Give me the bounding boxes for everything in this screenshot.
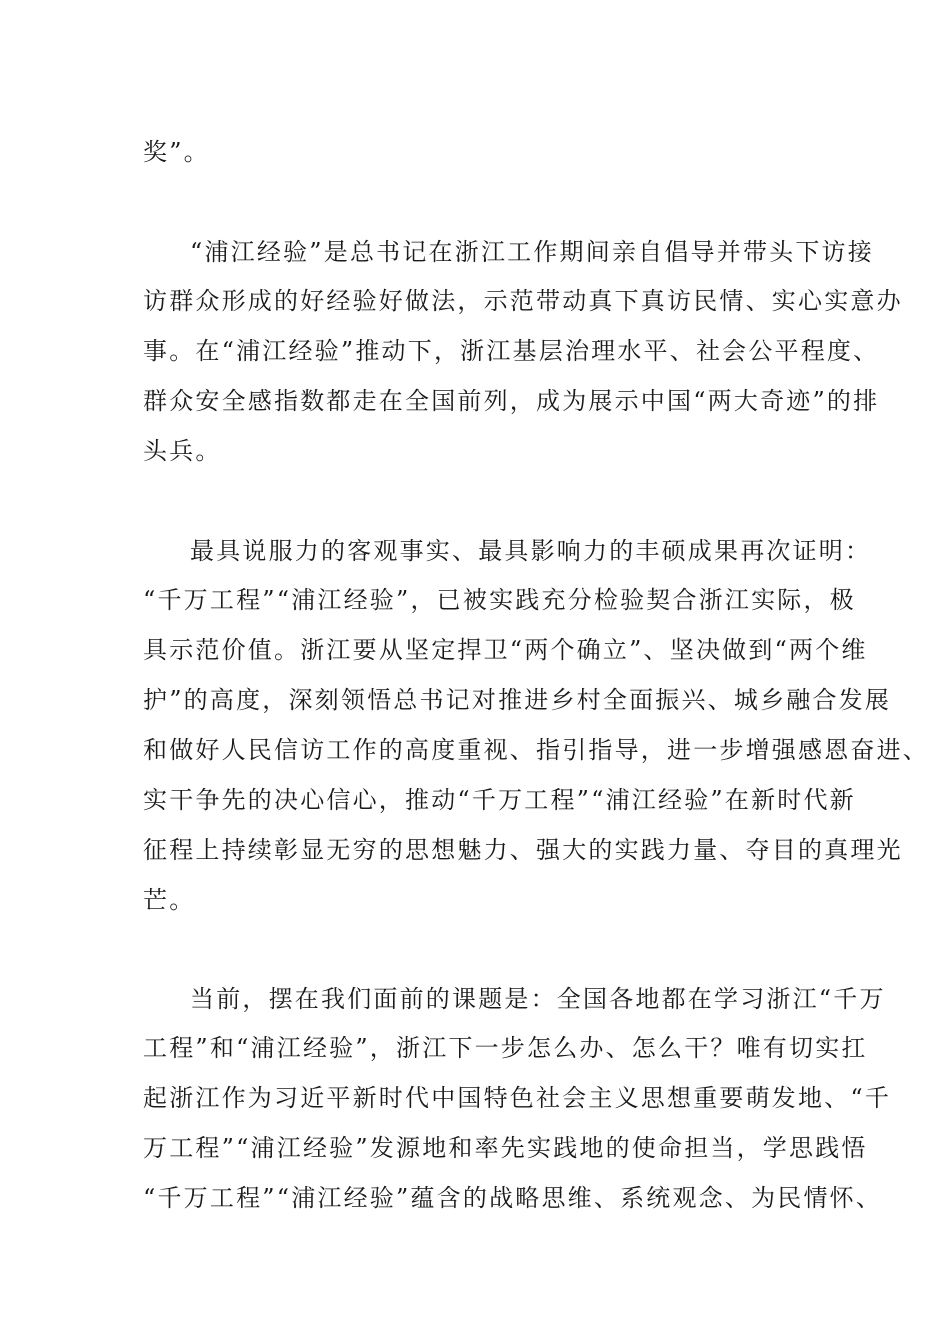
text-line: 万工程”“浦江经验”发源地和率先实践地的使命担当，学思践悟 [143, 1134, 868, 1162]
text-line: 访群众形成的好经验好做法，示范带动真下真访民情、实心实意办 [143, 287, 903, 315]
text-line: 当前，摆在我们面前的课题是：全国各地都在学习浙江“千万 [190, 985, 886, 1013]
text-line: 头兵。 [143, 437, 222, 465]
text-line: 事。在“浦江经验”推动下，浙江基层治理水平、社会公平程度、 [143, 337, 880, 365]
text-line: 和做好人民信访工作的高度重视、指引指导，进一步增强感恩奋进、 [143, 736, 929, 764]
text-line: 奖”。 [143, 138, 210, 166]
text-line: 芒。 [143, 886, 196, 914]
text-line: 最具说服力的客观事实、最具影响力的丰硕成果再次证明： [190, 537, 872, 565]
text-line: 实干争先的决心信心，推动“千万工程”“浦江经验”在新时代新 [143, 786, 856, 814]
text-line: 征程上持续彰显无穷的思想魅力、强大的实践力量、夺目的真理光 [143, 836, 903, 864]
text-line: “千万工程”“浦江经验”蕴含的战略思维、系统观念、为民情怀、 [143, 1184, 883, 1212]
text-line: 工程”和“浦江经验”，浙江下一步怎么办、怎么干？唯有切实扛 [143, 1034, 868, 1062]
text-line: “千万工程”“浦江经验”，已被实践充分检验契合浙江实际，极 [143, 586, 856, 614]
text-line: “浦江经验”是总书记在浙江工作期间亲自倡导并带头下访接 [190, 238, 874, 266]
text-line: 起浙江作为习近平新时代中国特色社会主义思想重要萌发地、“千 [143, 1084, 892, 1112]
text-line: 具示范价值。浙江要从坚定捍卫“两个确立”、坚决做到“两个维 [143, 636, 868, 664]
text-line: 群众安全感指数都走在全国前列，成为展示中国“两大奇迹”的排 [143, 387, 880, 415]
text-line: 护”的高度，深刻领悟总书记对推进乡村全面振兴、城乡融合发展 [143, 686, 892, 714]
